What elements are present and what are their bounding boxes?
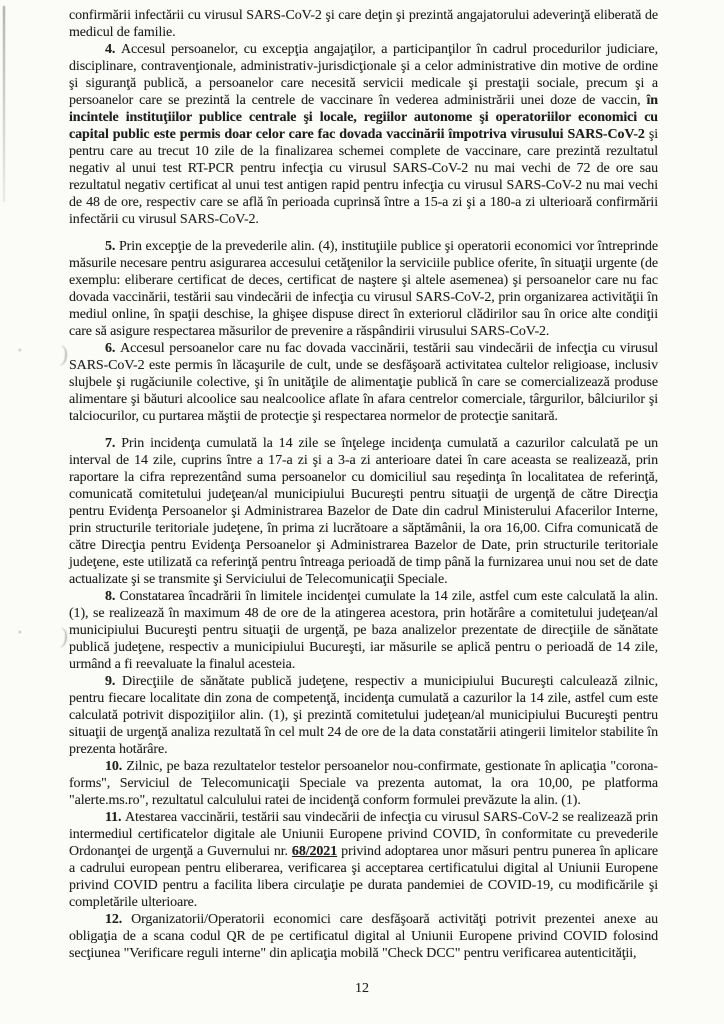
paragraph-2	[69, 238, 658, 340]
body-text-segment: Accesul persoanelor, cu excepţia angajaţilor, a participanţilor în cadrul procedurilor judiciare, disciplinare, contravenţionale, administrativ-jurisdicţionale şi a celor administrative din motive de ordine şi siguranţă publică, a persoanelor care necesită servicii medicale şi prestaţii sociale, precum şi a persoanelor care se prezintă la centrele de vaccinare în vederea administrării unei doze de vaccin,	[69, 42, 658, 108]
bold-text: 7.	[105, 436, 122, 451]
bold-text: 12.	[105, 912, 132, 927]
paragraph-7	[69, 758, 658, 809]
body-text-segment: Atestarea vaccinării, testării sau vindecării de infecţia cu virusul SARS-CoV-2 se realizează prin intermediul certificatelor digitale ale Uniunii Europene privind COVID, în conformitate cu prevederile Ordonanţei de urgenţă a Guvernului nr.	[69, 810, 658, 859]
body-text-segment: confirmării infectării cu virusul SARS-CoV-2 şi care deţin şi prezintă angajatorului adeverinţă eliberată de medicul de familie.	[69, 8, 658, 40]
body-text-segment: Zilnic, pe baza rezultatelor testelor persoanelor nou-confirmate, gestionate în aplicaţia "corona-forms", Serviciul de Telecomunicaţii Speciale va prezenta automat, la ora 10,00, pe platforma "alerte.ms.ro", rezultatul calculului ratei de incidenţă conform formulei prevăzute la alin. (1).	[69, 759, 658, 808]
paragraph-1	[69, 41, 658, 228]
bold-text: 5.	[105, 239, 119, 254]
paragraph-9	[69, 911, 658, 962]
body-text-segment: Organizatorii/Operatorii economici care desfăşoară activităţi potrivit prezentei anexe au obligaţia de a scana codul QR de pe certificatul digital al Uniunii Europene privind COVID folosind secţiunea "Verificare reguli interne" din aplicaţia mobilă "Check DCC" pentru verificarea autenticităţii,	[69, 912, 658, 961]
body-text-segment: Direcţiile de sănătate publică judeţene, respectiv a municipiului Bucureşti calculează zilnic, pentru fiecare localitate din zona de competenţă, incidenţa cumulată a cazurilor la 14 zile, astfel cum este calculată potrivit dispoziţiilor alin. (1), şi prezintă comitetului judeţean/al municipiului Bucureşti pentru situaţii de urgenţă analiza rezultată în cel mult 24 de ore de la data constatării atingerii limitelor stabilite în prezenta hotărâre.	[69, 674, 658, 757]
bold-text: 9.	[105, 674, 122, 689]
bold-text: 4.	[105, 42, 121, 57]
body-text-segment: privind adoptarea unor măsuri pentru punerea în aplicare a cadrului european pentru eliberarea, verificarea şi acceptarea certificatului digital al Uniunii Europene privind COVID pentru a facilita libera circulaţie pe durata pandemiei de COVID-19, cu modificările şi completările ulterioare.	[69, 844, 659, 910]
paragraph-4	[69, 435, 658, 588]
bold-text: 8.	[105, 589, 120, 604]
paragraph-8	[69, 809, 658, 911]
body-text-segment: Prin incidenţa cumulată la 14 zile se înţelege incidenţa cumulată a cazurilor calculată pe un interval de 14 zile, cuprins între a 17-a zi şi a 3-a zi anterioare datei în care aceasta se realizează, prin raportare la cifra reprezentând suma persoanelor cu domiciliul sau reşedinţa în localitatea de referinţă, comunicată comitetului judeţean/al municipiului Bucureşti pentru situaţii de urgenţă de către Direcţia pentru Evidenţa Persoanelor şi Administrarea Bazelor de Date din cadrul Ministerului Afacerilor Interne, prin structurile teritoriale judeţene, în prima zi lucrătoare a săptămânii, la ora 16,00. Cifra comunicată de către Direcţia pentru Evidenţa Persoanelor şi Administrarea Bazelor de Date, prin structurile teritoriale judeţene, este utilizată ca referinţă pentru întreaga perioadă de timp până la furnizarea unui nou set de date actualizate şi se transmite şi Serviciului de Telecomunicaţii Speciale.	[69, 436, 659, 587]
handwritten-margin-mark-1: · )	[15, 619, 86, 650]
page-number: 12	[355, 981, 369, 996]
bold-text: în incintele instituţiilor publice centrale şi locale, regiilor autonome şi operatoriilor economici cu capital public este permis doar celor care fac dovada vaccinării împotriva virusului SARS-CoV-2	[69, 93, 658, 142]
body-text-segment: Constatarea încadrării în limitele incidenţei cumulate la 14 zile, astfel cum este calculată la alin. (1), se realizează în maximum 48 de ore de la atingerea acestora, prin hotărâre a comitetului judeţean/al municipiului Bucureşti pentru situaţii de urgenţă, pe baza analizelor prezentate de direcţiile de sănătate publică judeţene, respectiv a municipiului Bucureşti, iar măsurile se aplică pentru o perioadă de 14 zile, urmând a fi reevaluate la finalul acesteia.	[69, 589, 658, 672]
body-text-segment: Accesul persoanelor care nu fac dovada vaccinării, testării sau vindecării de infecţia cu virusul SARS-CoV-2 este permis în lăcaşurile de cult, unde se desfăşoară activitatea cultelor religioase, inclusiv slujbele şi rugăciunile colective, şi în unităţile de alimentaţie publică în care se comercializează produse alimentare şi băuturi alcoolice sau nealcoolice aflate în afara centrelor comerciale, târgurilor, bâlciurilor şi talciocurilor, cu purtarea măştii de protecţie şi respectarea normelor de protecţie sanitară.	[69, 341, 658, 424]
paragraph-5	[69, 588, 658, 673]
bold-text: 10.	[105, 759, 127, 774]
bold-text: 11.	[105, 810, 126, 825]
document-body	[69, 7, 658, 962]
bold-text: 6.	[105, 341, 121, 356]
paragraph-6	[69, 673, 658, 758]
bold-underlined-text: 68/2021	[291, 844, 338, 859]
paragraph-3	[69, 340, 658, 425]
handwritten-margin-mark-0: · )	[15, 337, 86, 368]
scan-edge-artifact	[3, 6, 5, 202]
paragraph-0	[69, 7, 658, 41]
body-text-segment: şi pentru care au trecut 10 zile de la finalizarea schemei complete de vaccinare, care prezintă rezultatul negativ al unui test RT-PCR pentru infecţia cu virusul SARS-CoV-2 nu mai vechi de 72 de ore sau rezultatul negativ certificat al unui test antigen rapid pentru infecţia cu virusul SARS-CoV-2 nu mai vechi de 48 de ore, respectiv care se află în perioada cuprinsă între a 15-a zi şi a 180-a zi ulterioară confirmării infectării cu virusul SARS-CoV-2.	[69, 127, 658, 227]
body-text-segment: Prin excepţie de la prevederile alin. (4), instituţiile publice şi operatorii economici vor întreprinde măsurile necesare pentru asigurarea accesului cetăţenilor la serviciile publice oferite, în situaţii urgente (de exemplu: eliberare certificat de deces, certificat de naştere şi altele asemenea) şi persoanelor care nu fac dovada vaccinării, testării sau vindecării de infecţia cu virusul SARS-CoV-2, prin organizarea activităţii în mediul online, în spaţii deschise, la ghişee dispuse direct în exteriorul clădirilor sau în orice alte condiţii care să asigure respectarea măsurilor de prevenire a răspândirii virusului SARS-CoV-2.	[69, 239, 659, 339]
